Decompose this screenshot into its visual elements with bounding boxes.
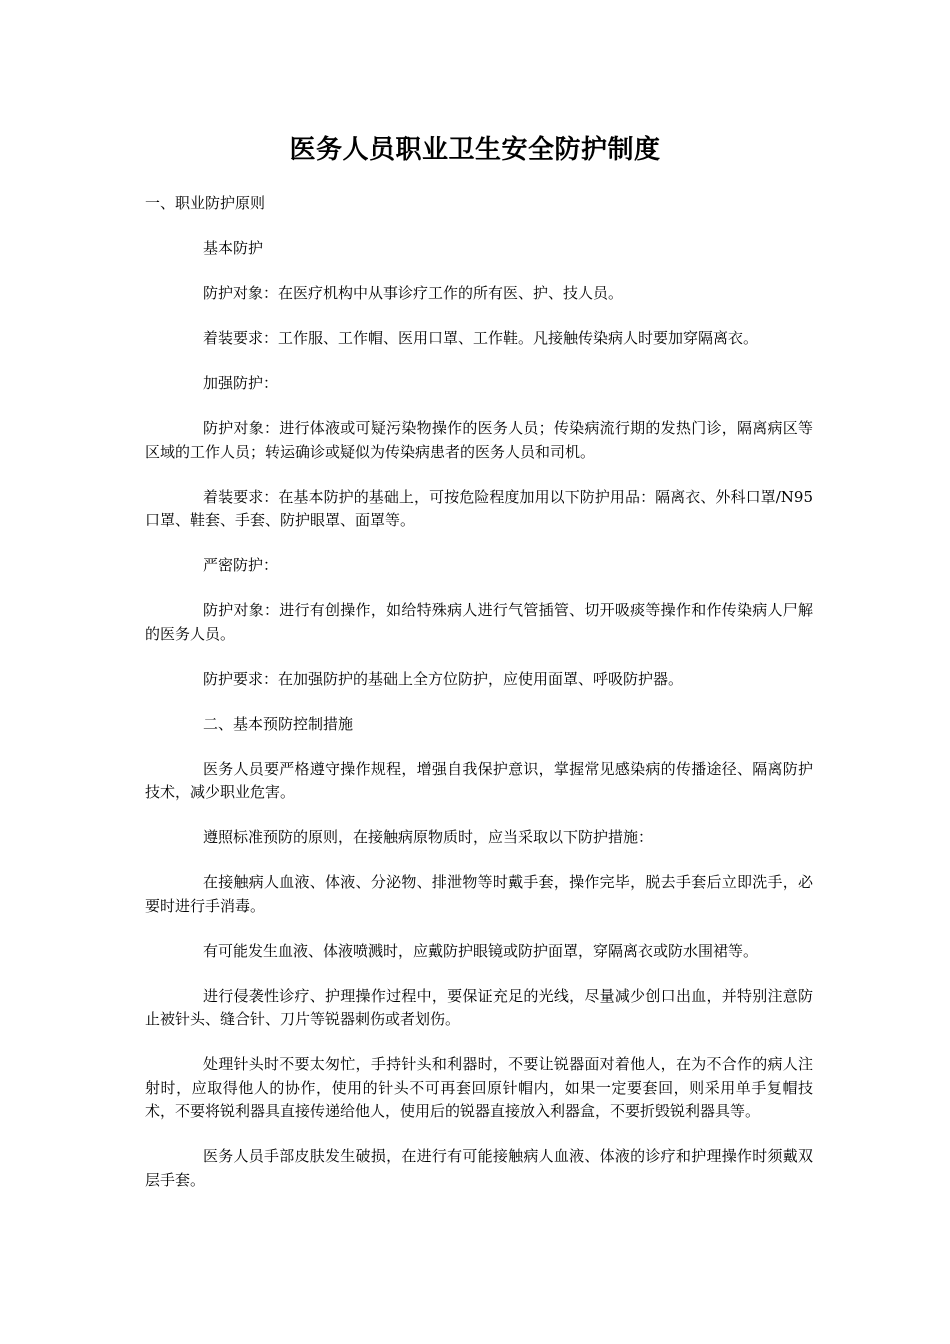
section-heading-2: 二、基本预防控制措施 (203, 714, 354, 733)
paragraph: 防护对象：进行有创操作，如给特殊病人进行气管插管、切开吸痰等操作和作传染病人尸解的医务人员。 (145, 601, 813, 643)
paragraph: 着装要求：工作服、工作帽、医用口罩、工作鞋。凡接触传染病人时要加穿隔离衣。 (203, 329, 759, 347)
paragraph: 防护要求：在加强防护的基础上全方位防护，应使用面罩、呼吸防护器。 (203, 669, 684, 688)
document-body (145, 192, 813, 1214)
paragraph: 遵照标准预防的原则，在接触病原物质时，应当采取以下防护措施： (203, 828, 654, 846)
paragraph: 防护对象：在医疗机构中从事诊疗工作的所有医、护、技人员。 (203, 284, 624, 302)
paragraph: 医务人员要严格遵守操作规程，增强自我保护意识，掌握常见感染病的传播途径、隔离防护技术，减少职业危害。 (145, 759, 813, 801)
paragraph: 着装要求：在基本防护的基础上，可按危险程度加用以下防护用品：隔离衣、外科口罩/N95口罩、鞋套、手套、防护眼罩、面罩等。 (145, 487, 813, 529)
subheading-basic-protection: 基本防护 (203, 239, 264, 257)
paragraph: 防护对象：进行体液或可疑污染物操作的医务人员；传染病流行期的发热门诊，隔离病区等区域的工作人员；转运确诊或疑似为传染病患者的医务人员和司机。 (145, 419, 813, 461)
paragraph: 有可能发生血液、体液喷溅时，应戴防护眼镜或防护面罩，穿隔离衣或防水围裙等。 (203, 941, 759, 960)
section-heading-1: 一、职业防护原则 (145, 194, 266, 212)
subheading-strict-protection: 严密防护： (203, 556, 279, 574)
subheading-enhanced-protection: 加强防护： (203, 374, 279, 392)
paragraph: 医务人员手部皮肤发生破损，在进行有可能接触病人血液、体液的诊疗和护理操作时须戴双层手套。 (145, 1147, 813, 1189)
paragraph: 在接触病人血液、体液、分泌物、排泄物等时戴手套，操作完毕，脱去手套后立即洗手，必要时进行手消毒。 (145, 873, 813, 915)
paragraph: 处理针头时不要太匆忙，手持针头和利器时，不要让锐器面对着他人，在为不合作的病人注射时，应取得他人的协作，使用的针头不可再套回原针帽内，如果一定要套回，则采用单手复帽技术，不要将锐利器具直接传递给他人，使用后的锐器直接放入利器盒，不要折毁锐利器具等。 (145, 1055, 813, 1120)
document-title: 医务人员职业卫生安全防护制度 (289, 135, 661, 165)
paragraph: 进行侵袭性诊疗、护理操作过程中，要保证充足的光线，尽量减少创口出血，并特别注意防止被针头、缝合针、刀片等锐器刺伤或者划伤。 (145, 986, 813, 1028)
